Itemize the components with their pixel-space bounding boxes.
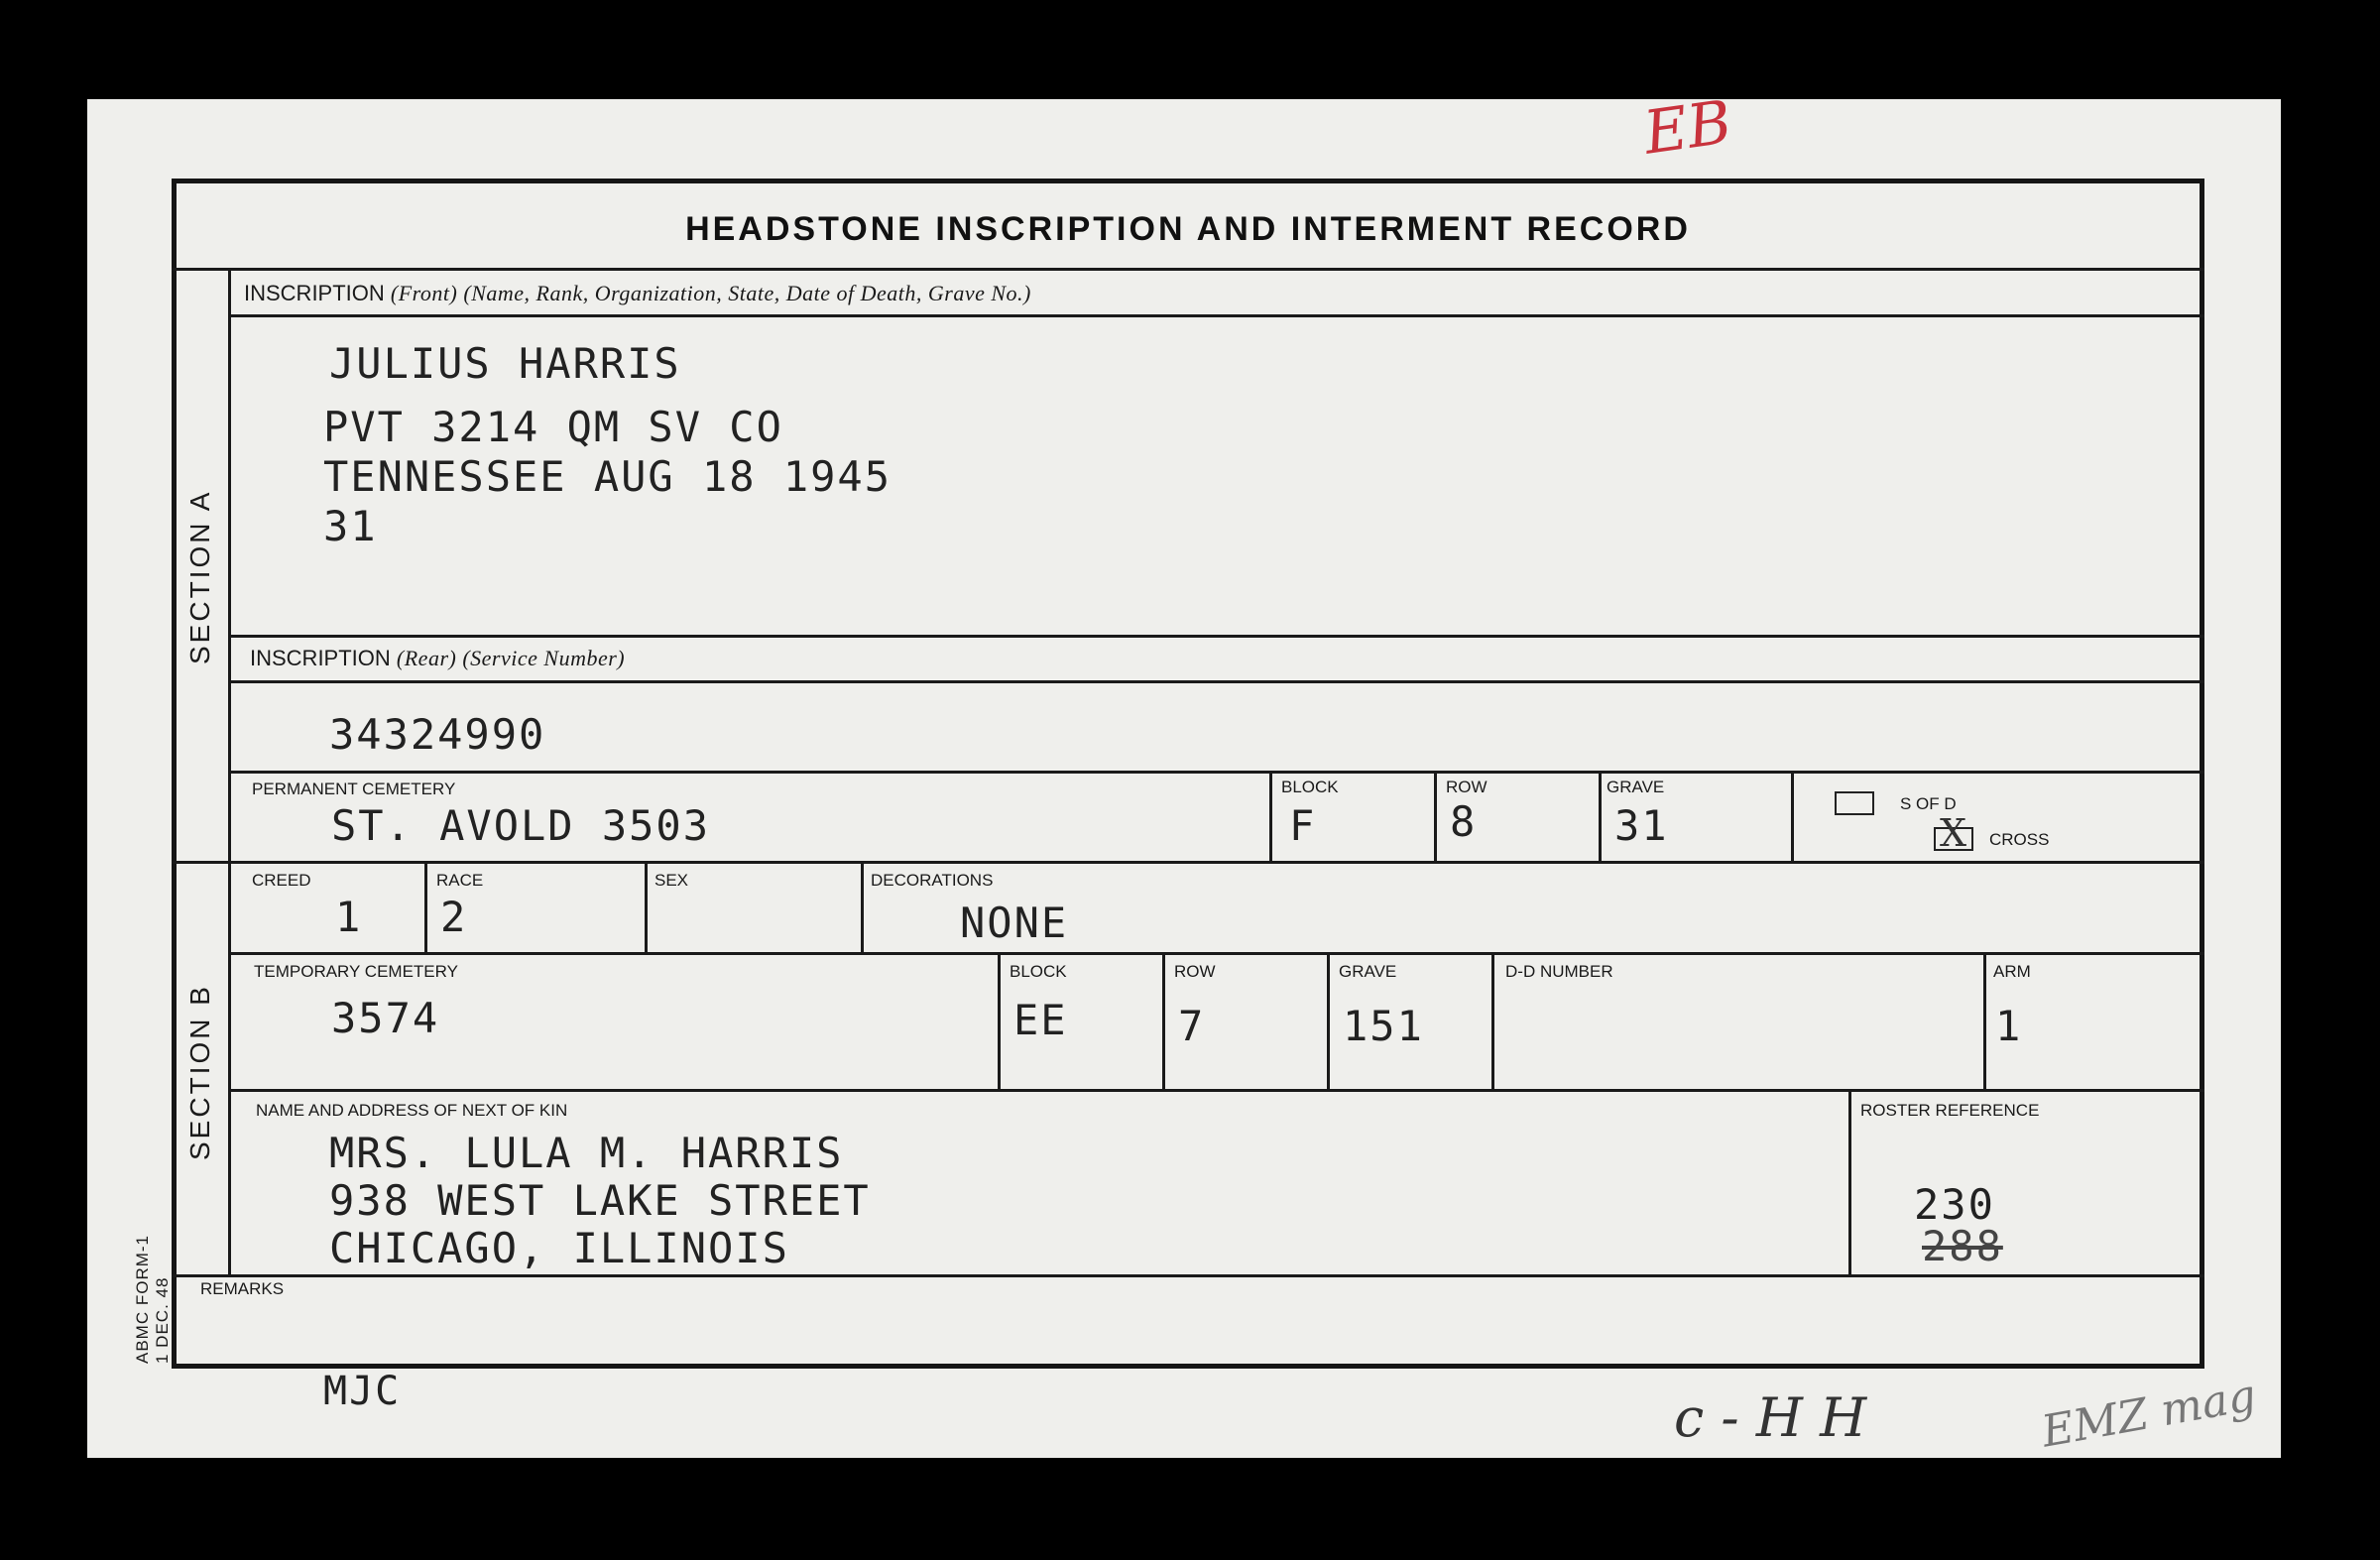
temporary-cemetery-value: 3574 [331, 994, 440, 1042]
temporary-cemetery-label: TEMPORARY CEMETERY [254, 962, 458, 981]
creed-divider [424, 861, 427, 952]
permanent-cemetery-label: PERMANENT CEMETERY [252, 780, 456, 798]
front-box-bottom [228, 635, 2204, 638]
roster-reference-value: 230 [1914, 1180, 1995, 1229]
creed-label: CREED [252, 871, 311, 890]
temp-block-value: EE [1013, 996, 1068, 1044]
arm-value: 1 [1995, 1002, 2023, 1050]
rear-box-bottom [228, 771, 2204, 774]
temp-row-bottom [228, 1089, 2204, 1092]
roster-reference-struck: 288 [1922, 1222, 2003, 1270]
cross-check-mark: X [1940, 811, 1967, 855]
race-label: RACE [436, 871, 484, 890]
creed-row-bottom [228, 952, 2204, 955]
rear-inscription-label: INSCRIPTION (Rear) (Service Number) [250, 646, 626, 670]
temp-row-label: ROW [1174, 962, 1216, 981]
perm-block-divider [1269, 771, 1272, 861]
perm-row-label: ROW [1446, 778, 1488, 796]
permanent-cemetery-value: ST. AVOLD 3503 [331, 801, 711, 850]
perm-row-value: 8 [1450, 797, 1478, 846]
front-inscription-line-2: PVT 3214 QM SV CO [323, 403, 783, 451]
temp-block-divider [998, 952, 1001, 1089]
form-id-line-2: 1 DEC. 48 [153, 1276, 172, 1364]
dd-number-label: D-D NUMBER [1505, 962, 1613, 981]
temp-row-divider [1162, 952, 1165, 1089]
temp-arm-divider [1983, 952, 1986, 1089]
cross-label: CROSS [1989, 830, 2050, 849]
s-of-d-label: S OF D [1900, 794, 1957, 813]
next-of-kin-label: NAME AND ADDRESS OF NEXT OF KIN [256, 1101, 568, 1120]
perm-grave-label: GRAVE [1606, 778, 1665, 796]
temp-row-value: 7 [1178, 1002, 1206, 1050]
roster-reference-label: ROSTER REFERENCE [1860, 1101, 2040, 1120]
sex-label: SEX [654, 871, 689, 890]
perm-grave-divider [1599, 771, 1602, 861]
section-a-bottom [172, 861, 2204, 864]
record-card [87, 87, 2281, 1458]
handwritten-red-mark: EB [1639, 87, 1736, 169]
perm-marker-divider [1791, 771, 1794, 861]
perm-grave-value: 31 [1614, 801, 1669, 850]
decorations-label: DECORATIONS [871, 871, 994, 890]
roster-divider [1848, 1089, 1851, 1274]
front-inscription-line-1: JULIUS HARRIS [329, 339, 681, 388]
temp-grave-label: GRAVE [1339, 962, 1397, 981]
temp-grave-value: 151 [1343, 1002, 1424, 1050]
perm-block-value: F [1289, 801, 1317, 850]
perm-block-label: BLOCK [1281, 778, 1339, 796]
front-inscription-label: INSCRIPTION (Front) (Name, Rank, Organization, State, Date of Death, Grave No.) [244, 281, 1031, 305]
handwritten-code: c - H H [1674, 1386, 1867, 1449]
temp-block-label: BLOCK [1010, 962, 1067, 981]
next-of-kin-line-2: 938 WEST LAKE STREET [329, 1176, 871, 1225]
decorations-value: NONE [960, 899, 1069, 947]
temp-grave-divider [1327, 952, 1330, 1089]
title-divider [172, 268, 2204, 271]
race-divider [645, 861, 648, 952]
arm-label: ARM [1993, 962, 2031, 981]
perm-row-divider [1434, 771, 1437, 861]
race-value: 2 [440, 893, 468, 941]
typed-initials: MJC [323, 1369, 402, 1414]
rear-label-divider [228, 680, 2204, 683]
sex-divider [861, 861, 864, 952]
section-a-label: SECTION A [184, 489, 215, 664]
service-number: 34324990 [329, 710, 546, 759]
s-of-d-checkbox[interactable] [1835, 791, 1874, 815]
next-of-kin-line-1: MRS. LULA M. HARRIS [329, 1129, 844, 1177]
form-id-line-1: ABMC FORM-1 [133, 1235, 152, 1364]
front-inscription-line-3: TENNESSEE AUG 18 1945 [323, 452, 892, 501]
handwritten-signature: EMZ mag [2038, 1370, 2260, 1458]
temp-dd-divider [1491, 952, 1494, 1089]
next-of-kin-line-3: CHICAGO, ILLINOIS [329, 1224, 789, 1272]
section-b-label: SECTION B [184, 984, 215, 1160]
remarks-label: REMARKS [200, 1279, 285, 1298]
creed-value: 1 [335, 893, 363, 941]
form-title: HEADSTONE INSCRIPTION AND INTERMENT RECORD [685, 210, 1691, 248]
front-inscription-line-4: 31 [323, 502, 378, 550]
front-label-divider [228, 314, 2204, 317]
section-b-bottom [172, 1274, 2204, 1277]
